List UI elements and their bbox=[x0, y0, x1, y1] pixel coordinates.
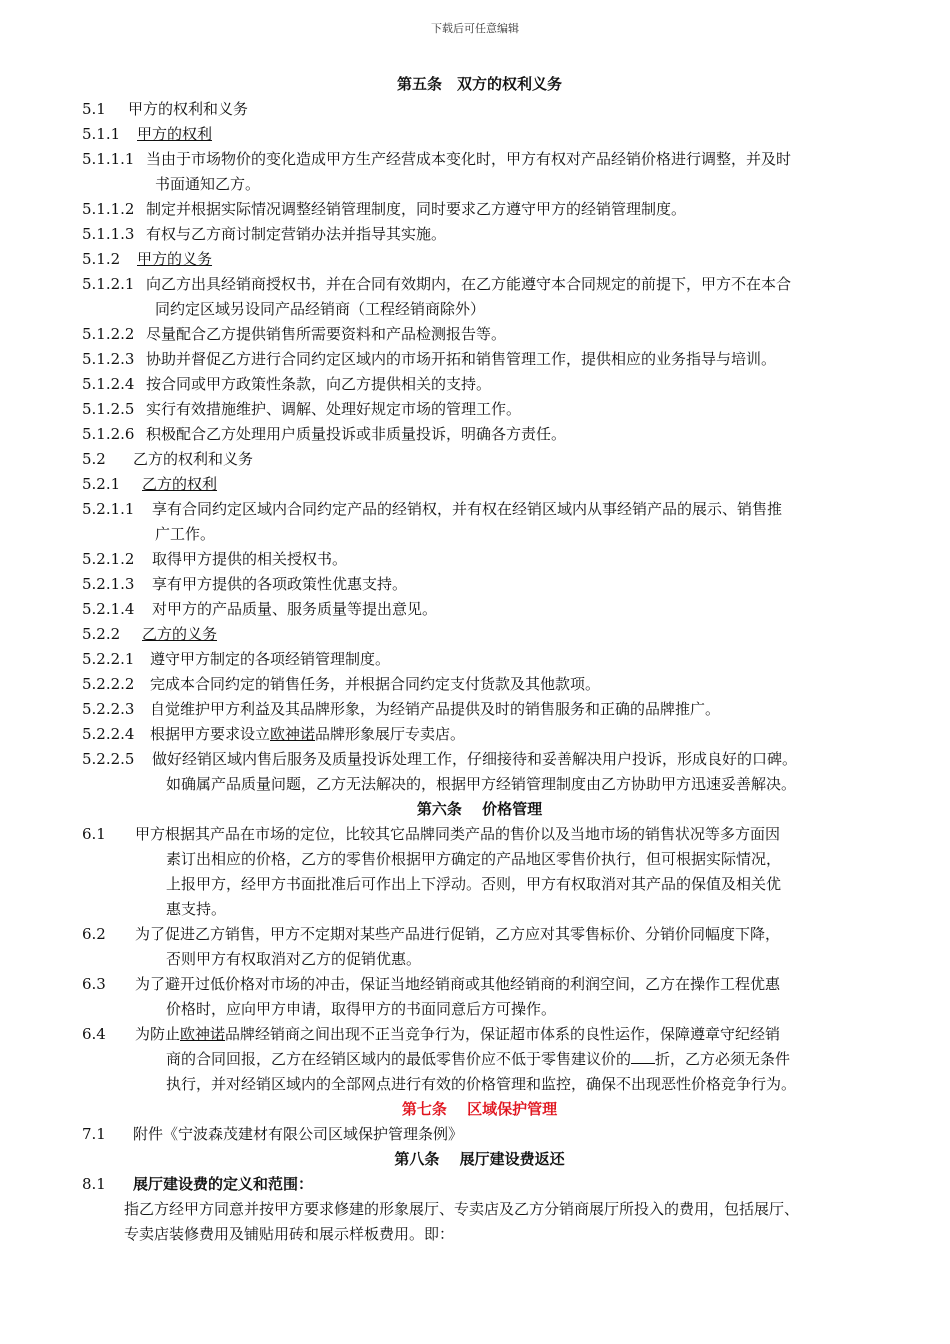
clause-text: 否则甲方有权取消对乙方的促销优惠。 bbox=[166, 950, 422, 968]
clause-text: 实行有效措施维护、调解、处理好规定市场的管理工作。 bbox=[146, 400, 522, 418]
clause-heading: 甲方的权利 bbox=[137, 125, 213, 143]
clause-number: 5.1.1 bbox=[82, 125, 121, 143]
clause-5-2-1-3 bbox=[82, 572, 877, 597]
clause-text: 对甲方的产品质量、服务质量等提出意见。 bbox=[152, 600, 438, 618]
clause-number: 5.1.1.3 bbox=[82, 225, 135, 243]
clause-5-2-1-1 bbox=[82, 497, 877, 522]
clause-text: 执行，并对经销区域内的全部网点进行有效的价格管理和监控，确保不出现恶性价格竞争行为。 bbox=[166, 1075, 797, 1093]
clause-text: 上报甲方，经甲方书面批准后可作出上下浮动。否则，甲方有权取消对其产品的保值及相关优 bbox=[166, 875, 782, 893]
clause-text bbox=[150, 722, 465, 747]
clause-heading: 甲方的义务 bbox=[137, 250, 213, 268]
clause-number: 5.1.2.3 bbox=[82, 350, 135, 368]
clause-5-1-2 bbox=[82, 247, 877, 272]
clause-5-2-1-4 bbox=[82, 597, 877, 622]
clause-number: 5.2.2.4 bbox=[82, 725, 135, 743]
clause-5-1-2-4 bbox=[82, 372, 877, 397]
clause-text: 做好经销区域内售后服务及质量投诉处理工作，仔细接待和妥善解决用户投诉，形成良好的口碑。 bbox=[152, 750, 798, 768]
clause-5-1-1-1-cont bbox=[82, 172, 877, 197]
clause-number: 5.2.1.4 bbox=[82, 600, 135, 618]
clause-text: 制定并根据实际情况调整经销管理制度，同时要求乙方遵守甲方的经销管理制度。 bbox=[146, 200, 687, 218]
article-5-title: 第五条 双方的权利义务 bbox=[396, 75, 562, 93]
clause-7-1 bbox=[82, 1122, 877, 1147]
clause-5-1-2-3 bbox=[82, 347, 877, 372]
paragraph-8-1-line-1 bbox=[82, 1197, 877, 1222]
clause-5-1-1-2 bbox=[82, 197, 877, 222]
clause-5-1-2-1-cont bbox=[82, 297, 877, 322]
clause-text-part: 品牌形象展厅专卖店。 bbox=[315, 725, 466, 743]
clause-number: 6.4 bbox=[82, 1025, 106, 1043]
clause-5-1-2-1 bbox=[82, 272, 877, 297]
clause-text: 书面通知乙方。 bbox=[155, 175, 261, 193]
clause-5-1-2-5 bbox=[82, 397, 877, 422]
clause-number: 5.1.2 bbox=[82, 250, 121, 268]
clause-number: 5.2.1 bbox=[82, 475, 121, 493]
clause-number: 5.1.1.1 bbox=[82, 150, 135, 168]
clause-text: 积极配合乙方处理用户质量投诉或非质量投诉，明确各方责任。 bbox=[146, 425, 567, 443]
clause-5-2-2-3 bbox=[82, 697, 877, 722]
clause-5-1-1-1 bbox=[82, 147, 877, 172]
clause-5-2-2-5 bbox=[82, 747, 877, 772]
clause-text-part: 品牌经销商之间出现不正当竞争行为，保证超市体系的良性运作，保障遵章守纪经销 bbox=[225, 1025, 781, 1043]
clause-6-3-cont bbox=[82, 997, 877, 1022]
clause-heading: 展厅建设费的定义和范围： bbox=[133, 1175, 314, 1193]
clause-6-4-cont-1 bbox=[82, 1047, 877, 1072]
clause-number: 5.2.2.2 bbox=[82, 675, 135, 693]
clause-text: 享有甲方提供的各项政策性优惠支持。 bbox=[152, 575, 408, 593]
clause-number: 5.2.2.5 bbox=[82, 750, 135, 768]
clause-heading: 乙方的权利 bbox=[142, 475, 218, 493]
clause-text: 甲方根据其产品在市场的定位，比较其它品牌同类产品的售价以及当地市场的销售状况等多方面因 bbox=[135, 825, 781, 843]
clause-6-2-cont bbox=[82, 947, 877, 972]
clause-5-1 bbox=[82, 97, 877, 122]
clause-5-2-2-4 bbox=[82, 722, 877, 747]
brand-name: 欧神诺 bbox=[180, 1025, 226, 1043]
clause-text-part: 商的合同回报，乙方在经销区域内的最低零售价应不低于零售建议价的 bbox=[166, 1050, 632, 1068]
clause-text: 自觉维护甲方利益及其品牌形象，为经销产品提供及时的销售服务和正确的品牌推广。 bbox=[150, 700, 721, 718]
contract-document bbox=[82, 72, 877, 1247]
clause-text: 广工作。 bbox=[155, 525, 216, 543]
clause-number: 5.2.2.1 bbox=[82, 650, 135, 668]
clause-5-2-1-2 bbox=[82, 547, 877, 572]
clause-text: 享有合同约定区域内合同约定产品的经销权，并有权在经销区域内从事经销产品的展示、销售推 bbox=[152, 500, 783, 518]
paragraph-text: 专卖店装修费用及铺贴用砖和展示样板费用。即： bbox=[124, 1225, 455, 1243]
paragraph-8-1-line-2 bbox=[82, 1222, 877, 1247]
clause-5-2-1 bbox=[82, 472, 877, 497]
clause-number: 5.2.1.2 bbox=[82, 550, 135, 568]
clause-5-2-2-5-cont bbox=[82, 772, 877, 797]
clause-text: 同约定区域另设同产品经销商（工程经销商除外） bbox=[155, 300, 486, 318]
article-7-title: 第七条 区域保护管理 bbox=[401, 1100, 558, 1118]
clause-text bbox=[166, 1047, 790, 1072]
clause-number: 5.2.2.3 bbox=[82, 700, 135, 718]
clause-number: 8.1 bbox=[82, 1175, 106, 1193]
clause-5-1-1 bbox=[82, 122, 877, 147]
clause-text: 为了避开过低价格对市场的冲击，保证当地经销商或其他经销商的利润空间，乙方在操作工程优惠 bbox=[135, 975, 781, 993]
clause-text: 如确属产品质量问题，乙方无法解决的，根据甲方经销管理制度由乙方协助甲方迅速妥善解决。 bbox=[166, 775, 797, 793]
clause-text: 按合同或甲方政策性条款，向乙方提供相关的支持。 bbox=[146, 375, 492, 393]
clause-6-2 bbox=[82, 922, 877, 947]
clause-number: 5.1.2.2 bbox=[82, 325, 135, 343]
clause-number: 5.1.2.1 bbox=[82, 275, 135, 293]
clause-text: 协助并督促乙方进行合同约定区域内的市场开拓和销售管理工作，提供相应的业务指导与培训。 bbox=[146, 350, 777, 368]
clause-text: 价格时，应向甲方申请，取得甲方的书面同意后方可操作。 bbox=[166, 1000, 557, 1018]
paragraph-text: 指乙方经甲方同意并按甲方要求修建的形象展厅、专卖店及乙方分销商展厅所投入的费用，包括展厅、 bbox=[124, 1200, 800, 1218]
article-6-title: 第六条 价格管理 bbox=[416, 800, 543, 818]
clause-text: 甲方的权利和义务 bbox=[128, 100, 249, 118]
clause-text-part: 为防止 bbox=[135, 1025, 181, 1043]
clause-8-1 bbox=[82, 1172, 877, 1197]
clause-text-part: 折，乙方必须无条件 bbox=[655, 1050, 791, 1068]
discount-blank bbox=[631, 1047, 655, 1064]
clause-5-2-1-1-cont bbox=[82, 522, 877, 547]
clause-text: 有权与乙方商讨制定营销办法并指导其实施。 bbox=[146, 225, 447, 243]
clause-text: 附件《宁波森茂建材有限公司区域保护管理条例》 bbox=[133, 1125, 464, 1143]
clause-6-1 bbox=[82, 822, 877, 847]
clause-number: 7.1 bbox=[82, 1125, 106, 1143]
clause-number: 5.1.1.2 bbox=[82, 200, 135, 218]
clause-text: 尽量配合乙方提供销售所需要资料和产品检测报告等。 bbox=[146, 325, 507, 343]
clause-number: 5.2 bbox=[82, 450, 106, 468]
clause-number: 5.1.2.5 bbox=[82, 400, 135, 418]
clause-number: 5.1.2.6 bbox=[82, 425, 135, 443]
clause-number: 6.3 bbox=[82, 975, 106, 993]
clause-text: 当由于市场物价的变化造成甲方生产经营成本变化时，甲方有权对产品经销价格进行调整，并及时 bbox=[146, 150, 792, 168]
clause-5-2 bbox=[82, 447, 877, 472]
clause-5-1-1-3 bbox=[82, 222, 877, 247]
clause-text: 向乙方出具经销商授权书，并在合同有效期内，在乙方能遵守本合同规定的前提下，甲方不在本合 bbox=[146, 275, 792, 293]
clause-text: 乙方的权利和义务 bbox=[133, 450, 254, 468]
clause-number: 5.2.2 bbox=[82, 625, 121, 643]
clause-number: 5.2.1.1 bbox=[82, 500, 135, 518]
clause-6-1-cont-3 bbox=[82, 897, 877, 922]
clause-5-2-2 bbox=[82, 622, 877, 647]
clause-number: 6.2 bbox=[82, 925, 106, 943]
clause-5-1-2-2 bbox=[82, 322, 877, 347]
clause-6-1-cont-1 bbox=[82, 847, 877, 872]
clause-text: 完成本合同约定的销售任务，并根据合同约定支付货款及其他款项。 bbox=[150, 675, 601, 693]
page-header: 下载后可任意编辑 bbox=[431, 22, 519, 35]
clause-6-3 bbox=[82, 972, 877, 997]
clause-number: 6.1 bbox=[82, 825, 106, 843]
clause-6-1-cont-2 bbox=[82, 872, 877, 897]
clause-text: 素订出相应的价格，乙方的零售价根据甲方确定的产品地区零售价执行，但可根据实际情况， bbox=[166, 850, 782, 868]
clause-text: 惠支持。 bbox=[166, 900, 227, 918]
clause-text: 遵守甲方制定的各项经销管理制度。 bbox=[150, 650, 391, 668]
clause-5-1-2-6 bbox=[82, 422, 877, 447]
clause-6-4 bbox=[82, 1022, 877, 1047]
clause-number: 5.1 bbox=[82, 100, 106, 118]
clause-5-2-2-2 bbox=[82, 672, 877, 697]
clause-number: 5.2.1.3 bbox=[82, 575, 135, 593]
clause-number: 5.1.2.4 bbox=[82, 375, 135, 393]
clause-6-4-cont-2 bbox=[82, 1072, 877, 1097]
clause-heading: 乙方的义务 bbox=[142, 625, 218, 643]
brand-name: 欧神诺 bbox=[270, 725, 316, 743]
clause-text bbox=[135, 1022, 780, 1047]
clause-text: 为了促进乙方销售，甲方不定期对某些产品进行促销，乙方应对其零售标价、分销价同幅度下降， bbox=[135, 925, 781, 943]
clause-text-part: 根据甲方要求设立 bbox=[150, 725, 271, 743]
article-8-title: 第八条 展厅建设费返还 bbox=[394, 1150, 565, 1168]
clause-text: 取得甲方提供的相关授权书。 bbox=[152, 550, 348, 568]
clause-5-2-2-1 bbox=[82, 647, 877, 672]
